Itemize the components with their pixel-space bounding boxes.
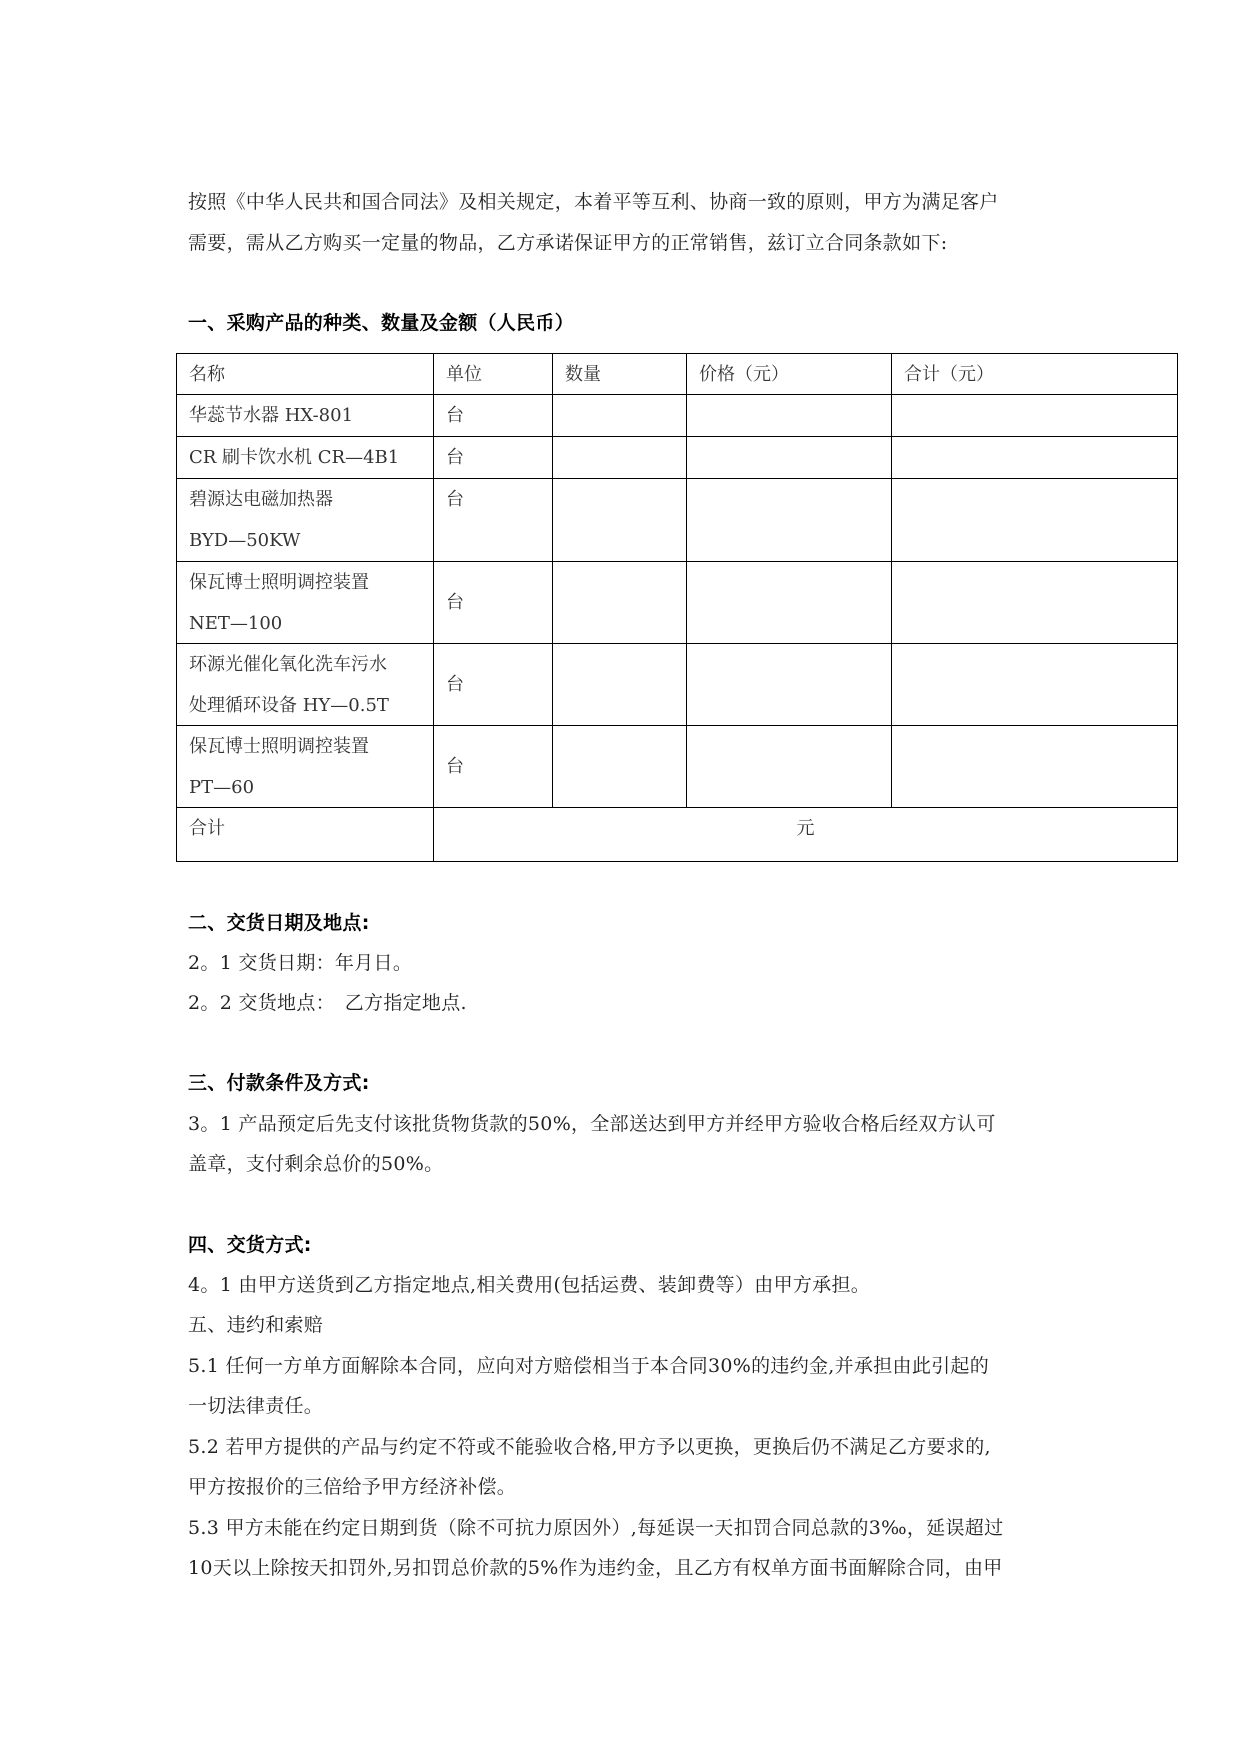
section-5-item-4: 甲方按报价的三倍给予甲方经济补偿。 <box>188 1476 517 1498</box>
table-row-1-name: 华蕊节水器 HX-801 <box>176 394 433 436</box>
table-row-3-name: 碧源达电磁加热器 BYD—50KW <box>176 478 433 561</box>
table-header-name: 名称 <box>176 353 433 394</box>
intro-line-2: 需要，需从乙方购买一定量的物品，乙方承诺保证甲方的正常销售，兹订立合同条款如下: <box>188 232 948 254</box>
section-5-item-5: 5.3 甲方未能在约定日期到货（除不可抗力原因外）,每延误一天扣罚合同总款的3‰，延误超过 <box>188 1517 1004 1539</box>
section-4-heading: 四、交货方式: <box>188 1234 312 1256</box>
table-row-6-total <box>891 725 1178 807</box>
section-5-item-2: 一切法律责任。 <box>188 1395 324 1417</box>
table-row-2-total <box>891 436 1178 478</box>
table-row-1-total <box>891 394 1178 436</box>
product-table <box>176 353 1178 862</box>
table-row-5-quantity <box>552 643 686 725</box>
table-row-3-quantity <box>552 478 686 561</box>
table-header-total: 合计（元） <box>891 353 1178 394</box>
table-row-5-unit: 台 <box>433 643 552 725</box>
table-row-2-unit: 台 <box>433 436 552 478</box>
section-5-heading: 五、违约和索赔 <box>188 1314 324 1336</box>
section-5-item-6: 10天以上除按天扣罚外,另扣罚总价款的5%作为违约金，且乙方有权单方面书面解除合同，由甲 <box>188 1557 1003 1579</box>
table-row-4-unit: 台 <box>433 561 552 643</box>
intro-line-1: 按照《中华人民共和国合同法》及相关规定，本着平等互利、协商一致的原则，甲方为满足客户 <box>188 191 999 213</box>
section-3-heading: 三、付款条件及方式: <box>188 1072 370 1094</box>
section-5-item-1: 5.1 任何一方单方面解除本合同，应向对方赔偿相当于本合同30%的违约金,并承担由此引起的 <box>188 1355 990 1377</box>
section-2-item-2: 2。2 交货地点： 乙方指定地点. <box>188 992 467 1014</box>
section-2-item-1: 2。1 交货日期：年月日。 <box>188 952 413 974</box>
table-row-6-unit: 台 <box>433 725 552 807</box>
section-1-heading: 一、采购产品的种类、数量及金额（人民币） <box>188 312 575 334</box>
table-row-6-quantity <box>552 725 686 807</box>
table-row-5-price <box>686 643 891 725</box>
table-total-label: 合计 <box>176 807 433 862</box>
table-header-unit: 单位 <box>433 353 552 394</box>
section-2-heading: 二、交货日期及地点: <box>188 912 370 934</box>
table-row-4-total <box>891 561 1178 643</box>
table-row-4-name: 保瓦博士照明调控装置 NET—100 <box>176 561 433 643</box>
table-header-quantity: 数量 <box>552 353 686 394</box>
section-4-item-1: 4。1 由甲方送货到乙方指定地点,相关费用(包括运费、装卸费等）由甲方承担。 <box>188 1274 871 1296</box>
section-3-item-2: 盖章，支付剩余总价的50%。 <box>188 1153 444 1175</box>
table-row-4-price <box>686 561 891 643</box>
section-3-item-1: 3。1 产品预定后先支付该批货物货款的50%，全部送达到甲方并经甲方验收合格后经双方认可 <box>188 1113 996 1135</box>
table-row-2-name: CR 刷卡饮水机 CR—4B1 <box>176 436 433 478</box>
table-header-price: 价格（元） <box>686 353 891 394</box>
table-row-1-unit: 台 <box>433 394 552 436</box>
table-row-3-unit: 台 <box>433 478 552 561</box>
table-row-3-total <box>891 478 1178 561</box>
table-row-3-price <box>686 478 891 561</box>
table-row-6-name: 保瓦博士照明调控装置 PT—60 <box>176 725 433 807</box>
table-row-5-total <box>891 643 1178 725</box>
table-row-1-quantity <box>552 394 686 436</box>
table-row-5-name: 环源光催化氧化洗车污水 处理循环设备 HY—0.5T <box>176 643 433 725</box>
section-5-item-3: 5.2 若甲方提供的产品与约定不符或不能验收合格,甲方予以更换，更换后仍不满足乙方要求的, <box>188 1436 991 1458</box>
table-row-2-quantity <box>552 436 686 478</box>
table-row-4-quantity <box>552 561 686 643</box>
table-row-6-price <box>686 725 891 807</box>
table-row-2-price <box>686 436 891 478</box>
table-total-value: 元 <box>433 807 1178 862</box>
table-row-1-price <box>686 394 891 436</box>
